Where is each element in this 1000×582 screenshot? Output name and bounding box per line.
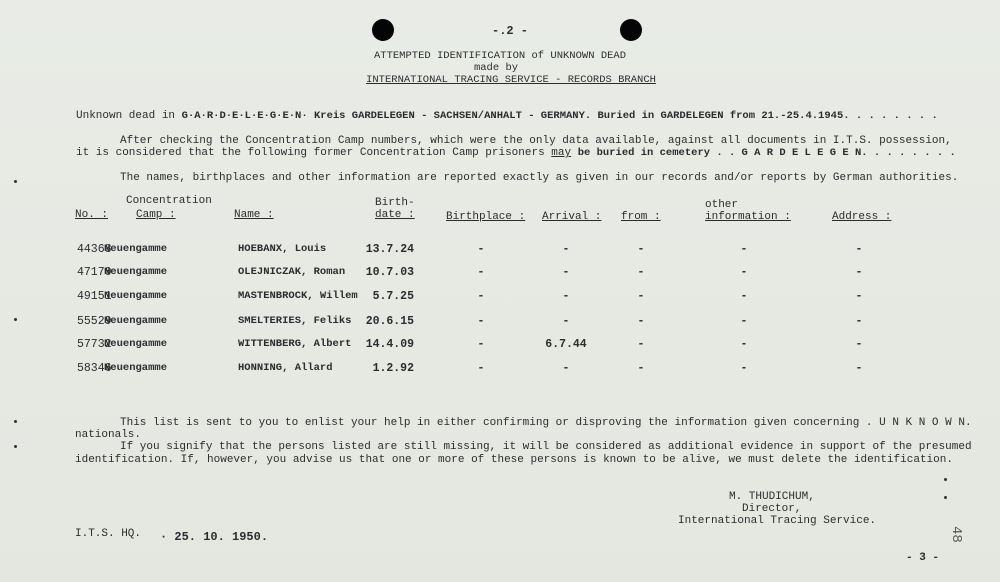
row-birthdate: 5.7.25 <box>372 290 414 303</box>
header-camp-top: Concentration <box>126 195 212 207</box>
row-number: 49151 <box>77 290 112 303</box>
row-birthdate: 20.6.15 <box>365 315 414 328</box>
row-birthplace: - <box>477 338 485 351</box>
row-birthdate: 13.7.24 <box>365 243 414 256</box>
row-camp: Neuengamme <box>104 266 168 278</box>
row-address: - <box>855 338 863 351</box>
header-birthplace: Birthplace : <box>446 211 526 223</box>
row-address: - <box>855 315 863 328</box>
row-birthplace: - <box>477 315 485 328</box>
row-from: - <box>637 315 645 328</box>
intro-line-4: The names, birthplaces and other information are reported exactly as given in our records and/or reports by German authorities. <box>120 172 959 184</box>
row-from: - <box>637 243 645 256</box>
heading-line-1: ATTEMPTED IDENTIFICATION of UNKNOWN DEAD <box>373 50 627 62</box>
row-birthplace: - <box>477 290 485 303</box>
footer-date: · 25. 10. 1950. <box>160 530 269 544</box>
header-address: Address : <box>832 211 892 223</box>
signature-name: M. THUDICHUM, <box>729 491 815 503</box>
row-birthdate: 1.2.92 <box>372 362 414 375</box>
page-number-top: -.2 - <box>492 24 529 38</box>
header-no: No. : <box>75 209 109 221</box>
header-arrival: Arrival : <box>542 211 602 223</box>
row-from: - <box>637 362 645 375</box>
margin-mark <box>944 478 947 481</box>
row-birthplace: - <box>477 266 485 279</box>
side-stamp-number: 48 <box>948 526 964 543</box>
header-from: from : <box>621 211 661 223</box>
row-birthplace: - <box>477 243 485 256</box>
row-address: - <box>855 290 863 303</box>
intro-line-1 <box>76 110 938 122</box>
row-name: SMELTERIES, Feliks <box>238 315 352 327</box>
header-birthdate: date : <box>375 209 415 221</box>
row-arrival: - <box>562 362 570 375</box>
row-arrival: - <box>562 290 570 303</box>
header-other: information : <box>705 211 791 223</box>
intro-line-2: After checking the Concentration Camp numbers, which were the only data available, against all documents in I.T.S. possession, <box>120 135 952 147</box>
row-from: - <box>637 266 645 279</box>
row-other: - <box>740 362 748 375</box>
row-number: 55529 <box>77 315 112 328</box>
row-from: - <box>637 338 645 351</box>
closing-line-3: If you signify that the persons listed are still missing, it will be considered as additional evidence in support of the presumed <box>120 441 972 453</box>
punch-hole-right <box>620 19 642 41</box>
closing-line-1: This list is sent to you to enlist your help in either confirming or disproving the information given concerning . U N K N O W N. <box>120 417 972 429</box>
intro-prefix: Unknown dead in <box>76 110 176 122</box>
closing-line-2: nationals. <box>75 429 142 441</box>
header-other-top: other <box>705 199 739 211</box>
row-name: WITTENBERG, Albert <box>238 338 352 350</box>
row-camp: Neuengamme <box>104 315 168 327</box>
row-name: OLEJNICZAK, Roman <box>238 266 346 278</box>
margin-mark <box>944 496 947 499</box>
row-other: - <box>740 266 748 279</box>
row-other: - <box>740 243 748 256</box>
row-arrival: - <box>562 315 570 328</box>
footer-office: I.T.S. HQ. <box>75 528 142 540</box>
row-arrival: - <box>562 243 570 256</box>
heading-line-2: made by <box>473 62 519 74</box>
footer-page-number: - 3 - <box>906 552 940 564</box>
punch-hole-left <box>372 19 394 41</box>
row-arrival: 6.7.44 <box>545 338 587 351</box>
row-camp: Neuengamme <box>104 243 168 255</box>
margin-mark <box>14 180 17 183</box>
heading-line-3: INTERNATIONAL TRACING SERVICE - RECORDS BRANCH <box>366 74 656 86</box>
row-address: - <box>855 243 863 256</box>
row-camp: Neuengamme <box>104 338 168 350</box>
row-number: 47170 <box>77 266 112 279</box>
intro-line-3b: be buried in cemetery . . G A R D E L E G E N. . . . . . . . <box>577 147 956 159</box>
row-camp: Neuengamme <box>104 290 168 302</box>
signature-org: International Tracing Service. <box>678 515 877 527</box>
header-camp: Camp : <box>136 209 176 221</box>
intro-may: may <box>551 147 572 159</box>
row-number: 44368 <box>77 243 112 256</box>
row-name: HONNING, Allard <box>238 362 333 374</box>
signature-title: Director, <box>742 503 802 515</box>
header-birth-top: Birth- <box>375 197 415 209</box>
header-name: Name : <box>234 209 274 221</box>
row-other: - <box>740 315 748 328</box>
row-number: 58346 <box>77 362 112 375</box>
row-number: 57732 <box>77 338 112 351</box>
margin-mark <box>14 420 17 423</box>
intro-place: G·A·R·D·E·L·E·G·E·N· Kreis GARDELEGEN - SACHSEN/ANHALT - GERMANY. Buried in GARDELEGEN from 21.-25.4.1945. . . . . . . . <box>181 110 938 122</box>
row-other: - <box>740 338 748 351</box>
row-birthplace: - <box>477 362 485 375</box>
intro-line-3a: it is considered that the following former Concentration Camp prisoners <box>76 147 545 159</box>
intro-line-3 <box>76 147 956 159</box>
row-name: MASTENBROCK, Willem <box>238 290 358 302</box>
row-address: - <box>855 362 863 375</box>
closing-line-4: identification. If, however, you advise us that one or more of these persons is known to be alive, we must delete the identification. <box>75 454 953 466</box>
row-from: - <box>637 290 645 303</box>
margin-mark <box>14 445 17 448</box>
row-birthdate: 10.7.03 <box>365 266 414 279</box>
row-camp: Neuengamme <box>104 362 168 374</box>
row-arrival: - <box>562 266 570 279</box>
row-address: - <box>855 266 863 279</box>
margin-mark <box>14 318 17 321</box>
row-name: HOEBANX, Louis <box>238 243 327 255</box>
row-birthdate: 14.4.09 <box>365 338 414 351</box>
row-other: - <box>740 290 748 303</box>
